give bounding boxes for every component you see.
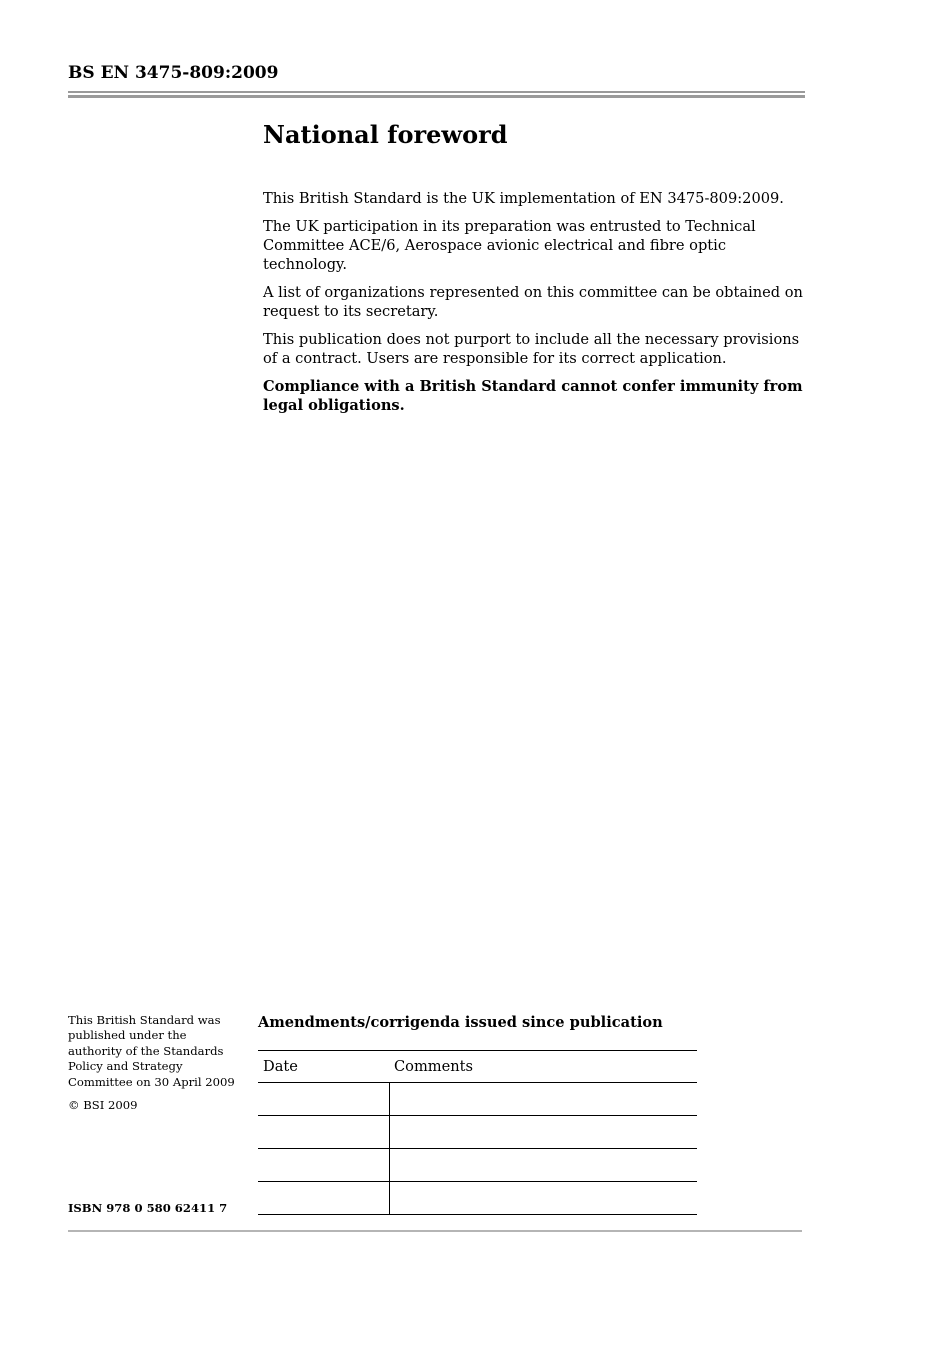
table-row	[258, 1182, 697, 1215]
publication-note: This British Standard was published under the authority of the Standards Policy and Strategy Committee on 30 April 2009	[68, 1013, 235, 1089]
footer-rule	[68, 1230, 802, 1232]
page-title: National foreword	[263, 120, 508, 149]
paragraph-implementation: This British Standard is the UK implementation of EN 3475-809:2009.	[263, 190, 784, 207]
comments-cell	[389, 1083, 697, 1116]
isbn: ISBN 978 0 580 62411 7	[68, 1201, 228, 1215]
header-rule	[68, 91, 805, 93]
date-cell	[258, 1182, 389, 1215]
copyright-notice: © BSI 2009	[68, 1098, 138, 1113]
publication-sidebar	[68, 1013, 238, 1121]
paragraph-committee: The UK participation in its preparation was entrusted to Technical Committee ACE/6, Aerospace avionic electrical and fibre optic technology.	[263, 218, 756, 273]
comments-cell	[389, 1149, 697, 1182]
table-row	[258, 1083, 697, 1116]
comments-cell	[389, 1116, 697, 1149]
column-header-date: Date	[258, 1051, 389, 1083]
paragraph-provisions: This publication does not purport to include all the necessary provisions of a contract. Users are responsible for its correct application.	[263, 331, 800, 367]
date-cell	[258, 1116, 389, 1149]
comments-cell	[389, 1182, 697, 1215]
paragraph-organizations: A list of organizations represented on this committee can be obtained on request to its secretary.	[263, 284, 803, 320]
header-rule-thick	[68, 95, 805, 98]
table-header-row	[258, 1051, 697, 1083]
date-cell	[258, 1083, 389, 1116]
table-row	[258, 1116, 697, 1149]
amendments-title: Amendments/corrigenda issued since publication	[258, 1014, 663, 1031]
compliance-note: Compliance with a British Standard cannot confer immunity from legal obligations.	[263, 378, 803, 414]
standard-number: BS EN 3475-809:2009	[68, 63, 279, 83]
date-cell	[258, 1149, 389, 1182]
amendments-table	[258, 1050, 697, 1215]
foreword-body	[263, 189, 805, 424]
column-header-comments: Comments	[389, 1051, 697, 1083]
table-row	[258, 1149, 697, 1182]
